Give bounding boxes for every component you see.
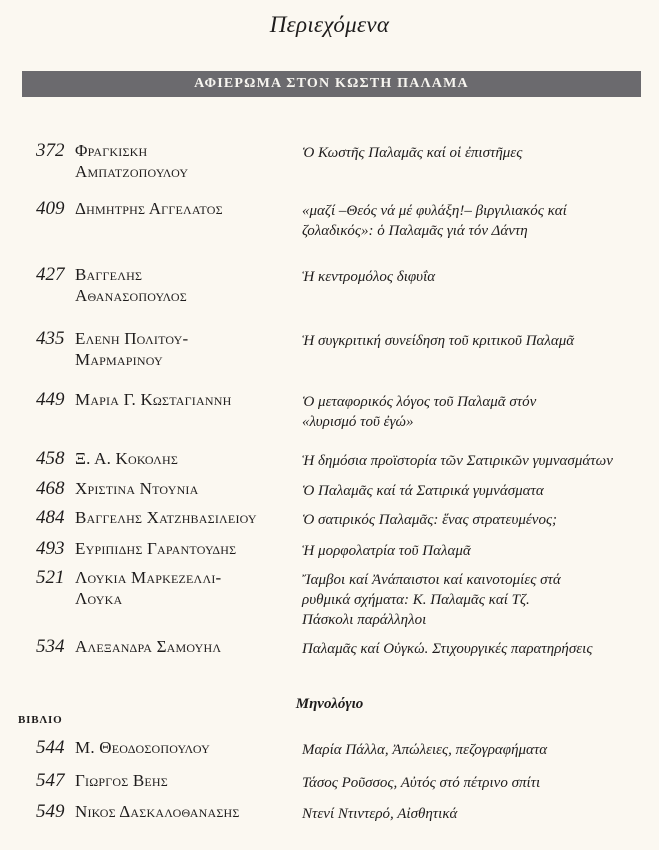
title-line: Τάσος Ροῦσσος, Αὐτός στό πέτρινο σπίτι bbox=[302, 775, 541, 791]
article-title bbox=[302, 392, 652, 432]
author-line: Μαρια Γ. Κωσταγιαννη bbox=[75, 390, 232, 409]
title-line: Ἡ δημόσια προϊστορία τῶν Σατιρικῶν γυμνασμάτων bbox=[302, 453, 613, 469]
author-name bbox=[75, 507, 315, 528]
page-number: 547 bbox=[36, 770, 65, 791]
page-number: 468 bbox=[36, 478, 65, 499]
author-line: Φραγκισκη bbox=[75, 141, 148, 160]
title-line: Ἡ κεντρομόλος διφυΐα bbox=[302, 269, 436, 285]
title-line: Ἴαμβοι καί Ἀνάπαιστοι καί καινοτομίες στά bbox=[302, 572, 561, 588]
article-title bbox=[302, 510, 652, 530]
author-line: Γιωργος Βεης bbox=[75, 771, 168, 790]
author-name bbox=[75, 389, 315, 410]
author-line: Ξ. Α. Κοκολης bbox=[75, 449, 179, 468]
article-title bbox=[302, 740, 652, 760]
article-title bbox=[302, 541, 652, 561]
title-line: Ὁ μεταφορικός λόγος τοῦ Παλαμᾶ στόν bbox=[302, 394, 537, 410]
page-number: 449 bbox=[36, 389, 65, 410]
page-number: 493 bbox=[36, 538, 65, 559]
title-line: Παλαμᾶς καί Οὐγκώ. Στιχουργικές παρατηρήσεις bbox=[302, 641, 593, 657]
author-name bbox=[75, 198, 315, 219]
menologio-heading: Μηνολόγιο bbox=[295, 696, 364, 712]
page-number: 427 bbox=[36, 264, 65, 285]
page-number: 521 bbox=[36, 567, 65, 588]
author-line: Βαγγελης bbox=[75, 265, 143, 284]
author-line: Δημητρης Αγγελατος bbox=[75, 199, 223, 218]
author-name bbox=[75, 801, 315, 822]
title-line: ρυθμικά σχήματα: Κ. Παλαμᾶς καί Τζ. bbox=[302, 592, 530, 608]
author-line: Βαγγελης Χατζηβασιλειου bbox=[75, 508, 257, 527]
author-line: Αμπατζοπουλου bbox=[75, 162, 189, 181]
article-title bbox=[302, 639, 652, 659]
title-line: ζολαδικός»: ὁ Παλαμᾶς γιά τόν Δάντη bbox=[302, 223, 528, 239]
title-line: «μαζί –Θεός νά μέ φυλάξη!– βιργιλιακός καί bbox=[302, 203, 567, 219]
author-name bbox=[75, 140, 315, 182]
article-title bbox=[302, 570, 652, 630]
page-number: 458 bbox=[36, 448, 65, 469]
author-line: Λουκια Μαρκεζελλι- bbox=[75, 568, 222, 587]
author-name bbox=[75, 538, 315, 559]
section-header-bar bbox=[22, 71, 641, 97]
article-title bbox=[302, 143, 652, 163]
page-number: 409 bbox=[36, 198, 65, 219]
page-number: 484 bbox=[36, 507, 65, 528]
title-line: «λυρισμό τοῦ ἐγώ» bbox=[302, 414, 414, 430]
title-line: Ὁ Παλαμᾶς καί τά Σατιρικά γυμνάσματα bbox=[302, 483, 544, 499]
author-name bbox=[75, 567, 315, 609]
author-line: Λουκα bbox=[75, 589, 123, 608]
author-name bbox=[75, 636, 315, 657]
title-line: Ἡ μορφολατρία τοῦ Παλαμᾶ bbox=[302, 543, 471, 559]
article-title bbox=[302, 481, 652, 501]
author-line: Χριστινα Ντουνια bbox=[75, 479, 199, 498]
author-line: Νικος Δασκαλοθανασης bbox=[75, 802, 240, 821]
title-line: Πάσκολι παράλληλοι bbox=[302, 612, 427, 628]
author-line: Ευριπιδης Γαραντουδης bbox=[75, 539, 237, 558]
author-name bbox=[75, 264, 315, 306]
author-line: Ελενη Πολιτου- bbox=[75, 329, 189, 348]
title-line: Ἡ συγκριτική συνείδηση τοῦ κριτικοῦ Παλαμᾶ bbox=[302, 333, 575, 349]
page-number: 435 bbox=[36, 328, 65, 349]
article-title bbox=[302, 201, 652, 241]
page-number: 549 bbox=[36, 801, 65, 822]
author-line: Μαρμαρινου bbox=[75, 350, 163, 369]
article-title bbox=[302, 451, 652, 471]
author-name bbox=[75, 478, 315, 499]
page-number: 544 bbox=[36, 737, 65, 758]
author-name bbox=[75, 770, 315, 791]
author-line: Μ. Θεοδοσοπουλου bbox=[75, 738, 210, 757]
author-name bbox=[75, 737, 315, 758]
page-number: 372 bbox=[36, 140, 65, 161]
article-title bbox=[302, 773, 652, 793]
article-title bbox=[302, 804, 652, 824]
title-line: Ὁ σατιρικός Παλαμᾶς: ἕνας στρατευμένος; bbox=[302, 512, 558, 528]
page-number: 534 bbox=[36, 636, 65, 657]
title-line: Μαρία Πάλλα, Ἀπώλειες, πεζογραφήματα bbox=[302, 742, 548, 758]
author-line: Αθανασοπουλος bbox=[75, 286, 187, 305]
article-title bbox=[302, 331, 652, 351]
page-title: Περιεχόμενα bbox=[269, 12, 390, 37]
section-title: ΑΦΙΕΡΩΜΑ ΣΤΟΝ ΚΩΣΤΗ ΠΑΛΑΜΑ bbox=[194, 76, 469, 91]
author-line: Αλεξανδρα Σαμουηλ bbox=[75, 637, 222, 656]
author-name bbox=[75, 448, 315, 469]
book-section-label: ΒΙΒΛΙΟ bbox=[18, 714, 63, 726]
author-name bbox=[75, 328, 315, 370]
title-line: Ὁ Κωστῆς Παλαμᾶς καί οἱ ἐπιστῆμες bbox=[302, 145, 523, 161]
article-title bbox=[302, 267, 652, 287]
title-line: Ντενί Ντιντερό, Αἰσθητικά bbox=[302, 806, 458, 822]
